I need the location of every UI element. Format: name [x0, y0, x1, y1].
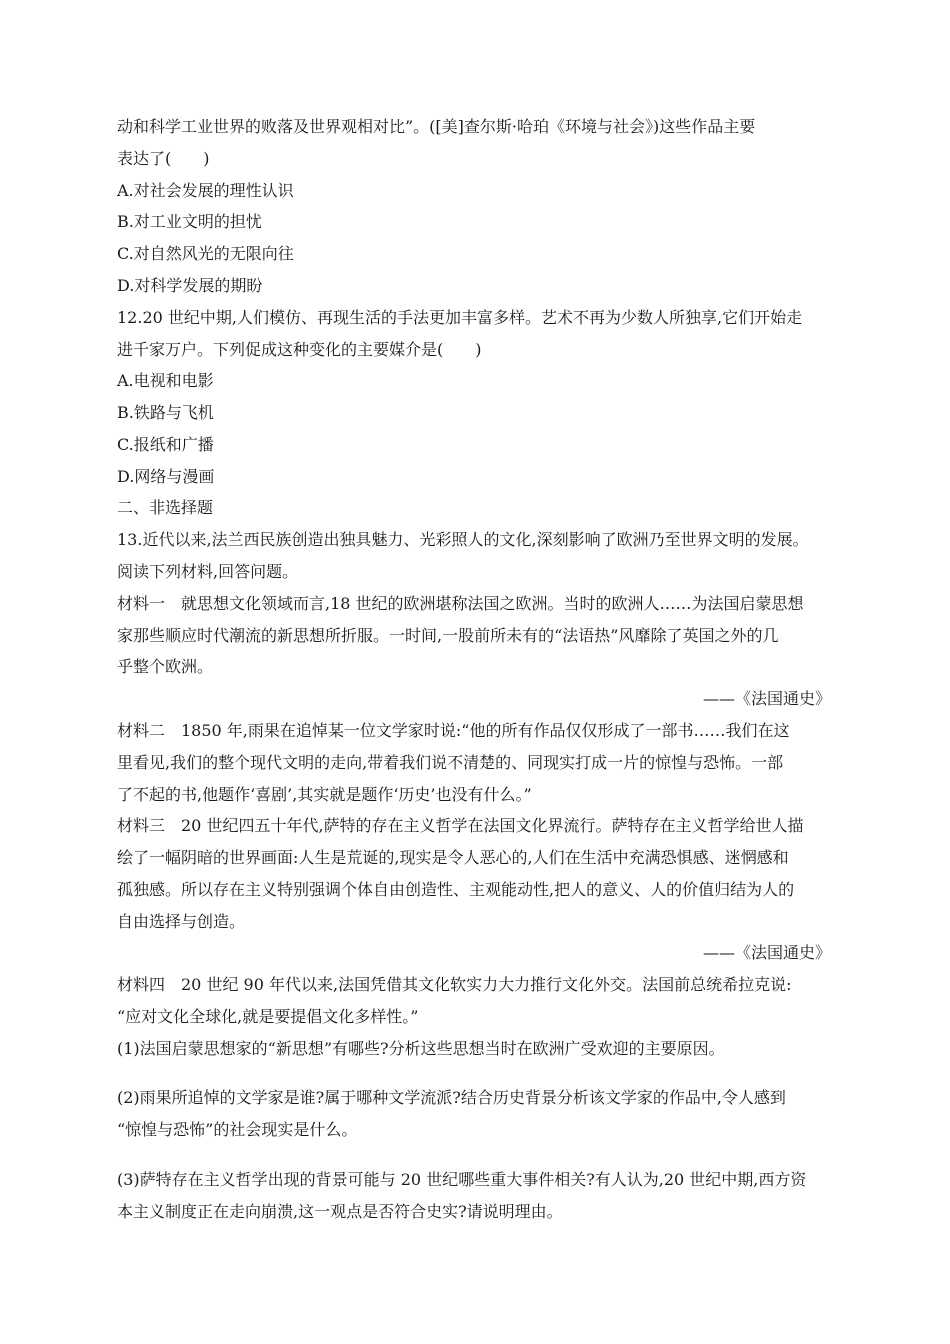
q12-stem-line-1: 12.20 世纪中期,人们模仿、再现生活的手法更加丰富多样。艺术不再为少数人所独享,它们开始走	[117, 308, 803, 327]
q12-option-b: B.铁路与飞机	[117, 403, 214, 422]
material-2-line-3: 了不起的书,他题作‘喜剧’,其实就是题作‘历史’也没有什么。”	[117, 785, 532, 804]
sub-question-1: (1)法国启蒙思想家的“新思想”有哪些?分析这些思想当时在欧洲广受欢迎的主要原因。	[117, 1039, 725, 1058]
sub-question-2-line-2: “惊惶与恐怖”的社会现实是什么。	[117, 1120, 358, 1139]
q13-stem-line-2: 阅读下列材料,回答问题。	[117, 562, 299, 581]
material-3-line-2: 绘了一幅阴暗的世界画面:人生是荒诞的,现实是令人恶心的,人们在生活中充满恐惧感、迷惘感和	[117, 848, 789, 867]
q13-stem-line-1: 13.近代以来,法兰西民族创造出独具魅力、光彩照人的文化,深刻影响了欧洲乃至世界文明的发展。	[117, 530, 809, 549]
q12-option-a: A.电视和电影	[117, 371, 214, 390]
sub-question-3-line-2: 本主义制度正在走向崩溃,这一观点是否符合史实?请说明理由。	[117, 1202, 563, 1221]
sub-question-3-line-1: (3)萨特存在主义哲学出现的背景可能与 20 世纪哪些重大事件相关?有人认为,20 世纪中期,西方资	[117, 1170, 807, 1189]
q12-stem-line-2: 进千家万户。下列促成这种变化的主要媒介是( )	[117, 340, 482, 359]
material-4-line-1: 材料四 20 世纪 90 年代以来,法国凭借其文化软实力大力推行文化外交。法国前总统希拉克说:	[117, 975, 792, 994]
material-1-source: ——《法国通史》	[702, 689, 831, 708]
q11-stem-line-2: 表达了( )	[117, 149, 210, 168]
material-2-line-1: 材料二 1850 年,雨果在追悼某一位文学家时说:“他的所有作品仅仅形成了一部书……我们在这	[117, 721, 790, 740]
section-heading-non-choice: 二、非选择题	[117, 498, 214, 517]
material-3-line-4: 自由选择与创造。	[117, 912, 246, 931]
q11-option-c: C.对自然风光的无限向往	[117, 244, 294, 263]
material-4-line-2: “应对文化全球化,就是要提倡文化多样性。”	[117, 1007, 419, 1026]
material-3-line-1: 材料三 20 世纪四五十年代,萨特的存在主义哲学在法国文化界流行。萨特存在主义哲学给世人描	[117, 816, 804, 835]
q11-stem-line-1: 动和科学工业世界的败落及世界观相对比”。([美]查尔斯·哈珀《环境与社会》)这些作品主要	[117, 117, 756, 136]
q12-option-d: D.网络与漫画	[117, 467, 215, 486]
material-1-line-3: 乎整个欧洲。	[117, 657, 214, 676]
material-1-line-1: 材料一 就思想文化领域而言,18 世纪的欧洲堪称法国之欧洲。当时的欧洲人……为法国启蒙思想	[117, 594, 804, 613]
q11-option-a: A.对社会发展的理性认识	[117, 181, 294, 200]
q11-option-d: D.对科学发展的期盼	[117, 276, 263, 295]
q12-option-c: C.报纸和广播	[117, 435, 214, 454]
q11-option-b: B.对工业文明的担忧	[117, 212, 262, 231]
material-1-line-2: 家那些顺应时代潮流的新思想所折服。一时间,一股前所未有的“法语热”风靡除了英国之外的几	[117, 626, 779, 645]
sub-question-2-line-1: (2)雨果所追悼的文学家是谁?属于哪种文学流派?结合历史背景分析该文学家的作品中,令人感到	[117, 1088, 786, 1107]
material-3-line-3: 孤独感。所以存在主义特别强调个体自由创造性、主观能动性,把人的意义、人的价值归结为人的	[117, 880, 795, 899]
material-3-source: ——《法国通史》	[702, 943, 831, 962]
material-2-line-2: 里看见,我们的整个现代文明的走向,带着我们说不清楚的、同现实打成一片的惊惶与恐怖。一部	[117, 753, 784, 772]
